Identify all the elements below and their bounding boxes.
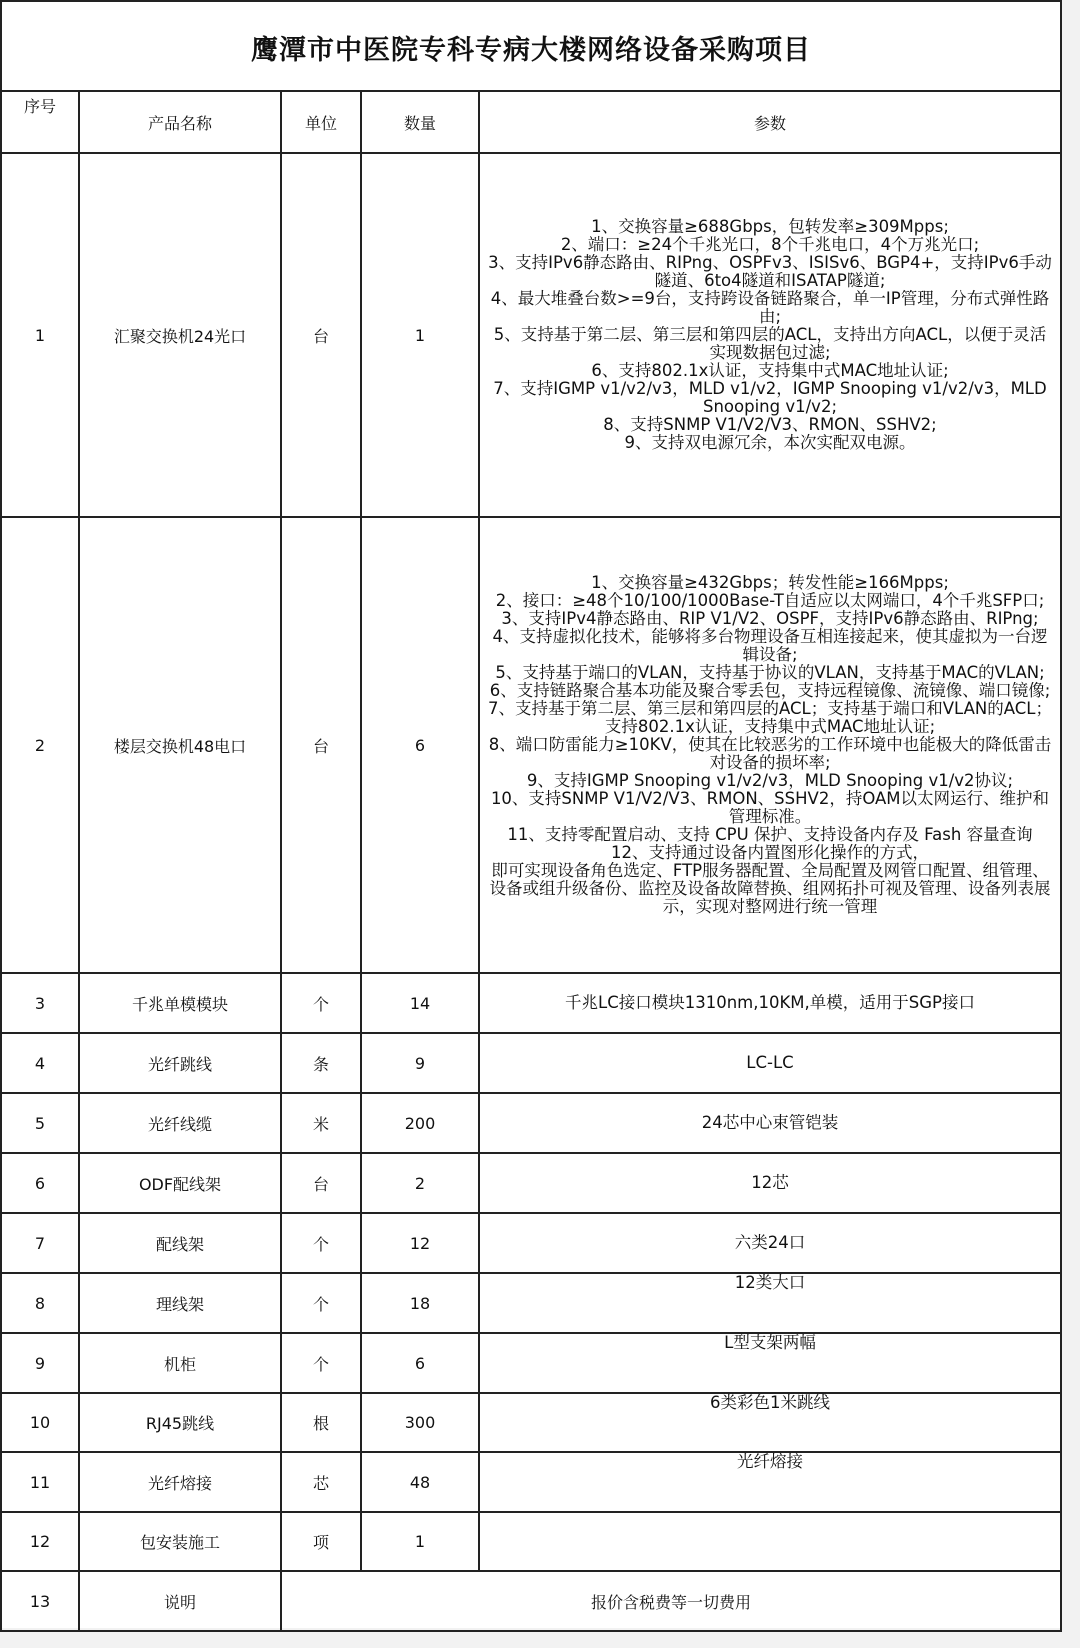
note-text: 报价含税费等一切费用 (281, 1571, 1061, 1631)
table-row (1, 1273, 1061, 1333)
param-line: 6类彩色1米跳线 (710, 1393, 830, 1412)
cell-seq: 9 (1, 1333, 79, 1393)
cell-params (479, 1452, 1061, 1512)
table-row (1, 1093, 1061, 1153)
cell-name: 光纤跳线 (79, 1033, 281, 1093)
header-params: 参数 (479, 91, 1061, 153)
param-line: 12芯 (751, 1173, 789, 1192)
cell-qty: 1 (361, 153, 479, 517)
param-line: 1、交换容量≥432Gbps；转发性能≥166Mpps; (591, 573, 949, 592)
cell-unit: 台 (281, 1153, 361, 1213)
header-seq: 序号 (1, 91, 79, 153)
cell-params (479, 1333, 1061, 1393)
cell-seq: 8 (1, 1273, 79, 1333)
table-row (1, 1393, 1061, 1452)
param-line: 11、支持零配置启动、支持 CPU 保护、支持设备内存及 Fash 容量查询 (507, 825, 1033, 844)
cell-seq: 1 (1, 153, 79, 517)
cell-unit: 芯 (281, 1452, 361, 1512)
cell-params (479, 1213, 1061, 1273)
param-line: 10、支持SNMP V1/V2/V3、RMON、SSHV2，持OAM以太网运行、维护和管理标准。 (490, 789, 1050, 826)
table-row (1, 1512, 1061, 1571)
cell-seq: 3 (1, 973, 79, 1033)
param-line: 7、支持IGMP v1/v2/v3，MLD v1/v2，IGMP Snooping v1/v2/v3，MLD Snooping v1/v2; (493, 379, 1047, 416)
param-line: 3、支持IPv6静态路由、RIPng、OSPFv3、ISISv6、BGP4+，支持IPv6手动隧道、6to4隧道和ISATAP隧道; (488, 253, 1052, 290)
cell-params (479, 1512, 1061, 1571)
table-row (1, 973, 1061, 1033)
param-line: 4、最大堆叠台数>=9台，支持跨设备链路聚合，单一IP管理，分布式弹性路由; (490, 289, 1050, 326)
param-line: 5、支持基于端口的VLAN，支持基于协议的VLAN，支持基于MAC的VLAN; (495, 663, 1045, 682)
cell-params (479, 153, 1061, 517)
param-line: 8、支持SNMP V1/V2/V3、RMON、SSHV2; (603, 415, 937, 434)
table-row (1, 517, 1061, 973)
param-line: 9、支持双电源冗余，本次实配双电源。 (624, 433, 916, 452)
cell-params (479, 1093, 1061, 1153)
param-line: 光纤熔接 (737, 1452, 803, 1471)
cell-seq: 5 (1, 1093, 79, 1153)
cell-unit: 台 (281, 153, 361, 517)
param-line: 7、支持基于第二层、第三层和第四层的ACL；支持基于端口和VLAN的ACL；支持802.1x认证，支持集中式MAC地址认证; (488, 699, 1052, 736)
table-row (1, 1033, 1061, 1093)
param-line: 6、支持链路聚合基本功能及聚合零丢包，支持远程镜像、流镜像、端口镜像; (489, 681, 1051, 700)
param-line: 2、端口：≥24个千兆光口，8个千兆电口，4个万兆光口; (560, 235, 980, 254)
cell-qty: 6 (361, 517, 479, 973)
param-line: 4、支持虚拟化技术，能够将多台物理设备互相连接起来，使其虚拟为一台逻辑设备; (492, 627, 1048, 664)
cell-name: 楼层交换机48电口 (79, 517, 281, 973)
param-line: 12类大口 (734, 1273, 806, 1292)
header-unit: 单位 (281, 91, 361, 153)
param-line: 2、接口：≥48个10/100/1000Base-T自适应以太网端口，4个千兆SFP口; (495, 591, 1045, 610)
header-qty: 数量 (361, 91, 479, 153)
note-label: 说明 (79, 1571, 281, 1631)
cell-name: 包安装施工 (79, 1512, 281, 1571)
cell-qty: 2 (361, 1153, 479, 1213)
cell-seq: 2 (1, 517, 79, 973)
cell-unit: 台 (281, 517, 361, 973)
cell-name: 千兆单模模块 (79, 973, 281, 1033)
cell-name: 光纤线缆 (79, 1093, 281, 1153)
cell-seq: 7 (1, 1213, 79, 1273)
cell-unit: 个 (281, 1213, 361, 1273)
param-line: 9、支持IGMP Snooping v1/v2/v3，MLD Snooping v1/v2协议; (526, 771, 1014, 790)
cell-name: 光纤熔接 (79, 1452, 281, 1512)
cell-qty: 14 (361, 973, 479, 1033)
param-line: 六类24口 (734, 1233, 806, 1252)
cell-name: RJ45跳线 (79, 1393, 281, 1452)
cell-name: 配线架 (79, 1213, 281, 1273)
param-line: L型支架两幅 (724, 1333, 816, 1352)
cell-seq: 6 (1, 1153, 79, 1213)
param-line: 12、支持通过设备内置图形化操作的方式， (611, 843, 929, 862)
cell-qty: 200 (361, 1093, 479, 1153)
cell-params (479, 1033, 1061, 1093)
cell-seq: 12 (1, 1512, 79, 1571)
cell-unit: 条 (281, 1033, 361, 1093)
param-line: 即可实现设备角色选定、FTP服务器配置、全局配置及网管口配置、组管理、设备或组升级备份、监控及设备故障替换、组网拓扑可视及管理、设备列表展示，实现对整网进行统一管理 (489, 861, 1051, 916)
cell-params (479, 1273, 1061, 1333)
cell-qty: 48 (361, 1452, 479, 1512)
param-line: 8、端口防雷能力≥10KV，使其在比较恶劣的工作环境中也能极大的降低雷击对设备的损坏率; (488, 735, 1052, 772)
cell-qty: 12 (361, 1213, 479, 1273)
procurement-table (0, 90, 1062, 1632)
cell-unit: 米 (281, 1093, 361, 1153)
param-line: 3、支持IPv4静态路由、RIP V1/V2、OSPF，支持IPv6静态路由、RIPng; (501, 609, 1039, 628)
table-row (1, 1333, 1061, 1393)
param-line: 千兆LC接口模块1310nm,10KM,单模，适用于SGP接口 (565, 993, 975, 1012)
note-row (1, 1571, 1061, 1631)
table-row (1, 1213, 1061, 1273)
cell-name: 理线架 (79, 1273, 281, 1333)
cell-seq: 11 (1, 1452, 79, 1512)
header-row (1, 91, 1061, 153)
cell-params (479, 973, 1061, 1033)
cell-name: 机柜 (79, 1333, 281, 1393)
cell-unit: 个 (281, 973, 361, 1033)
cell-qty: 18 (361, 1273, 479, 1333)
header-name: 产品名称 (79, 91, 281, 153)
cell-unit: 个 (281, 1273, 361, 1333)
cell-seq: 10 (1, 1393, 79, 1452)
document-title: 鹰潭市中医院专科专病大楼网络设备采购项目 (0, 0, 1062, 92)
cell-unit: 项 (281, 1512, 361, 1571)
table-row (1, 153, 1061, 517)
cell-name: ODF配线架 (79, 1153, 281, 1213)
param-line: 6、支持802.1x认证，支持集中式MAC地址认证; (591, 361, 949, 380)
cell-seq: 4 (1, 1033, 79, 1093)
cell-qty: 1 (361, 1512, 479, 1571)
table-row (1, 1153, 1061, 1213)
cell-unit: 根 (281, 1393, 361, 1452)
param-line: LC-LC (746, 1053, 794, 1072)
cell-params (479, 1153, 1061, 1213)
param-line: 5、支持基于第二层、第三层和第四层的ACL，支持出方向ACL，以便于灵活实现数据包过滤; (493, 325, 1047, 362)
cell-qty: 9 (361, 1033, 479, 1093)
cell-qty: 300 (361, 1393, 479, 1452)
cell-unit: 个 (281, 1333, 361, 1393)
cell-params (479, 517, 1061, 973)
cell-params (479, 1393, 1061, 1452)
note-seq: 13 (1, 1571, 79, 1631)
param-line: 24芯中心束管铠装 (701, 1113, 839, 1132)
cell-name: 汇聚交换机24光口 (79, 153, 281, 517)
param-line: 1、交换容量≥688Gbps，包转发率≥309Mpps; (591, 217, 949, 236)
cell-qty: 6 (361, 1333, 479, 1393)
table-row (1, 1452, 1061, 1512)
